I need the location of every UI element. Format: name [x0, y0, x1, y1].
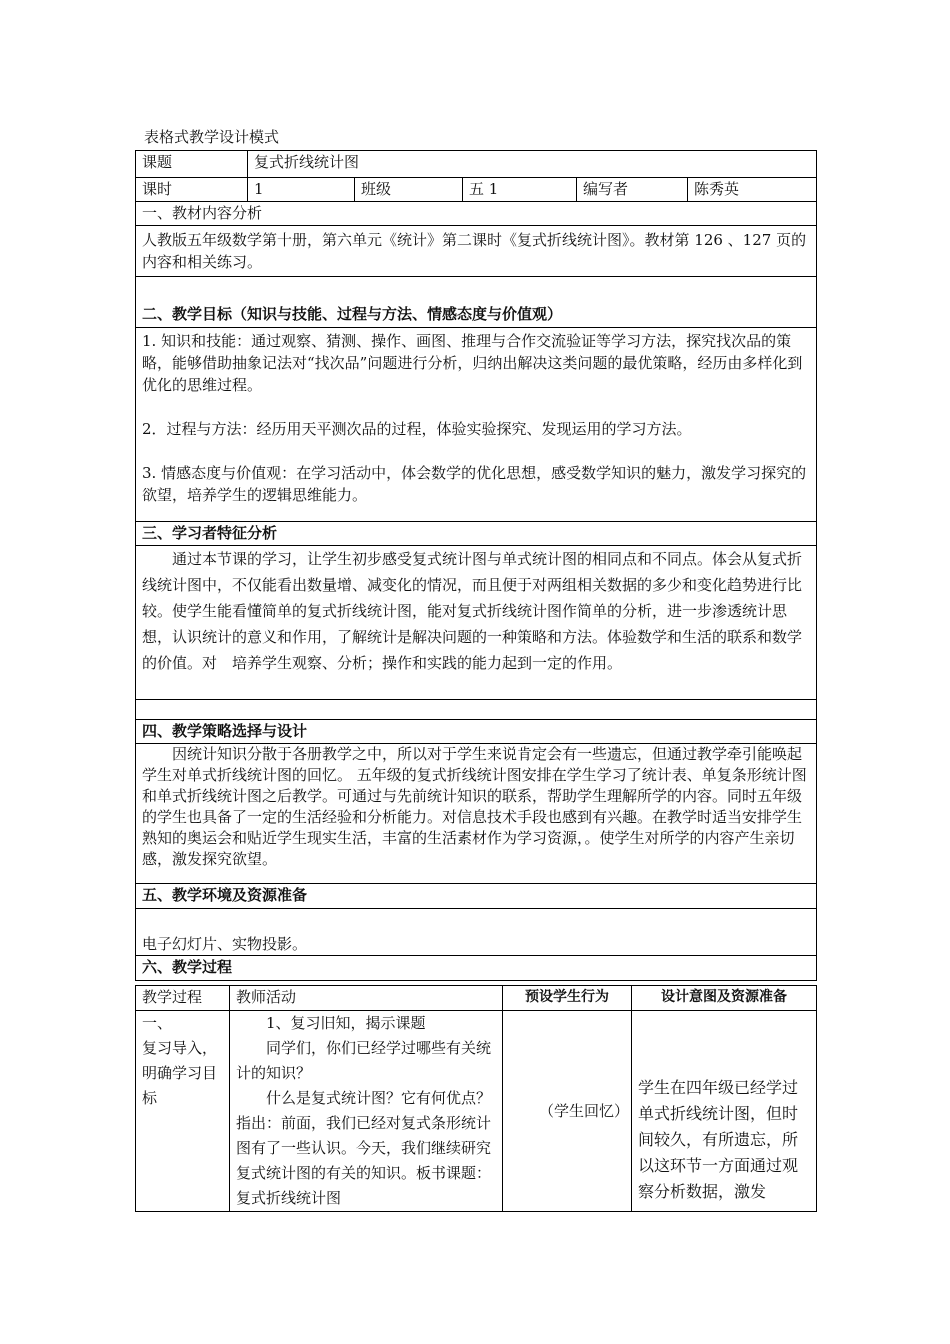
section5-heading: 五、教学环境及资源准备	[136, 884, 817, 909]
stage-cell: 一、 复习导入，明确学习目标	[136, 1011, 230, 1212]
col-header-process: 教学过程	[136, 986, 230, 1011]
period-label: 课时	[136, 178, 248, 202]
section5-text: 电子幻灯片、实物投影。	[136, 909, 817, 956]
section1-text: 人教版五年级数学第十册，第六单元《统计》第二课时《复式折线统计图》。教材第 126 、127 页的内容和相关练习。	[136, 226, 817, 277]
period-value: 1	[248, 178, 355, 202]
document-title: 表格式教学设计模式	[144, 128, 280, 146]
author-value: 陈秀英	[688, 178, 817, 202]
section4-heading: 四、教学策略选择与设计	[136, 720, 817, 744]
section6-heading: 六、教学过程	[136, 956, 817, 981]
section2-paragraph-1: 1. 知识和技能：通过观察、猜测、操作、画图、推理与合作交流验证等学习方法，探究找次品的策略，能够借助抽象记法对“找次品”问题进行分析，归纳出解决这类问题的最优策略，经历由多样化到优化的思维过程。	[142, 332, 803, 394]
teacher-step-3: 什么是复式统计图？它有何优点？指出：前面，我们已经对复式条形统计图有了一些认识。今天，我们继续研究复式统计图的有关的知识。板书课题：复式折线统计图	[236, 1089, 492, 1207]
section2-heading: 二、教学目标（知识与技能、过程与方法、情感态度与价值观）	[136, 303, 817, 328]
topic-label: 课题	[136, 151, 248, 178]
teacher-step-1: 1、复习旧知，揭示课题	[266, 1014, 426, 1032]
teacher-step-2: 同学们，你们已经学过哪些有关统计的知识？	[236, 1039, 492, 1082]
section2-paragraph-2: 2．过程与方法：经历用天平测次品的过程，体验实验探究、发现运用的学习方法。	[142, 420, 692, 438]
col-header-teacher: 教师活动	[230, 986, 503, 1011]
class-value: 五 1	[463, 178, 577, 202]
section3-heading: 三、学习者特征分析	[136, 522, 817, 546]
section4-text: 因统计知识分散于各册教学之中，所以对于学生来说肯定会有一些遗忘，但通过教学牵引能唤起学生对单式折线统计图的回忆。 五年级的复式折线统计图安排在学生学习了统计表、单复条形统计图和单式折线统计图之后教学。可通过与先前统计知识的联系，帮助学生理解所学的内容。同时五年级的学生也具备了一定的生活经验和分析能力。对信息技术手段也感到有兴趣。在教学时适当安排学生熟知的奥运会和贴近学生现实生活，丰富的生活素材作为学习资源，。使学生对所学的内容产生亲切感，激发探究欲望。	[136, 744, 817, 884]
col-header-intent: 设计意图及资源准备	[632, 986, 817, 1011]
teaching-process-table	[135, 985, 817, 1212]
col-header-student: 预设学生行为	[503, 986, 632, 1011]
author-label: 编写者	[577, 178, 688, 202]
section2-paragraph-3: 3. 情感态度与价值观：在学习活动中，体会数学的优化思想，感受数学知识的魅力，激发学习探究的欲望，培养学生的逻辑思维能力。	[142, 464, 807, 504]
design-intent-cell: 学生在四年级已经学过单式折线统计图，但时间较久，有所遗忘，所以这环节一方面通过观察分析数据，激发	[632, 1011, 817, 1212]
class-label: 班级	[355, 178, 463, 202]
teacher-activity-cell	[230, 1011, 503, 1212]
student-behavior-cell: （学生回忆）	[503, 1011, 632, 1212]
section3-text: 通过本节课的学习，让学生初步感受复式统计图与单式统计图的相同点和不同点。体会从复式折线统计图中，不仅能看出数量增、减变化的情况，而且便于对两组相关数据的多少和变化趋势进行比较。使学生能看懂简单的复式折线统计图，能对复式折线统计图作简单的分析，进一步渗透统计思想，认识统计的意义和作用，了解统计是解决问题的一种策略和方法。体验数学和生活的联系和数学的价值。对 培养学生观察、分析；操作和实践的能力起到一定的作用。	[136, 546, 817, 700]
topic-value: 复式折线统计图	[248, 151, 817, 178]
section1-heading: 一、教材内容分析	[136, 202, 817, 226]
lesson-plan-table	[135, 150, 817, 981]
